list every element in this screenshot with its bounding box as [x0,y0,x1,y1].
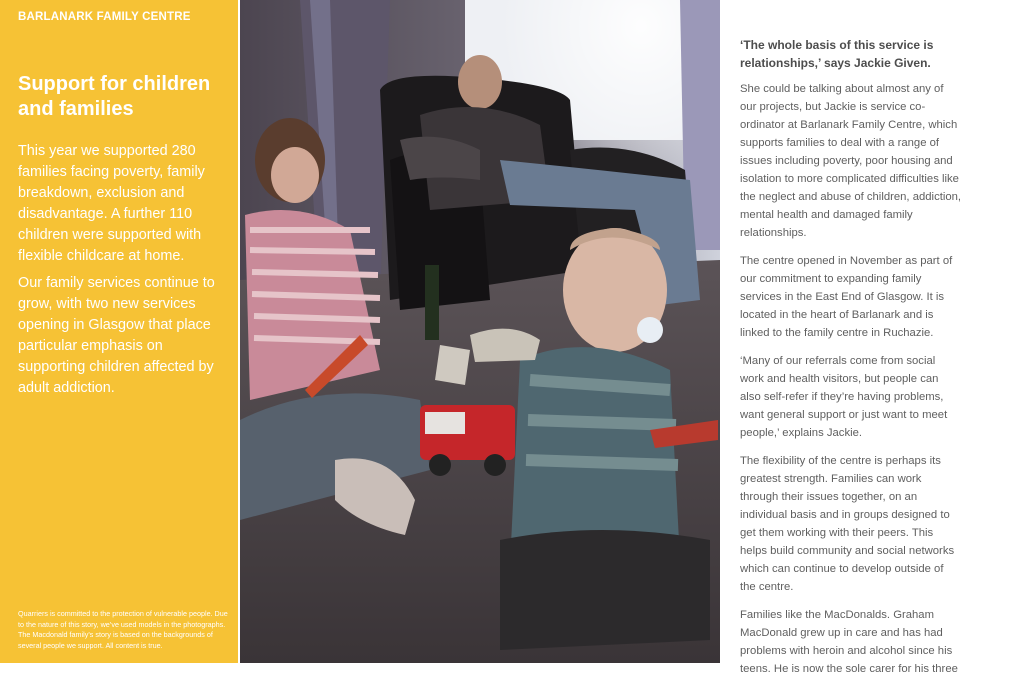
lead-paragraph-2: Our family services continue to grow, with two new services opening in Glasgow that place particular emphasis on supporting children affected by adult addiction. [18,275,215,396]
article-paragraph-3: ‘Many of our referrals come from social work and health visitors, but people can also self-refer if they’re having problems, want general support or just want to meet people,’ explains Jackie. [740,355,948,439]
lead-paragraph-1: This year we supported 280 families facing poverty, family breakdown, exclusion and disadvantage. A further 110 children were supported with flexible childcare at home. [18,143,205,264]
article-paragraph-4: The flexibility of the centre is perhaps its greatest strength. Families can work through their issues together, on an individual basis and in groups designed to get them working with their peers. This helps build community and social networks which can continue to develop outside of the centre. [740,455,955,593]
left-panel [0,0,238,663]
article-paragraph-5: Families like the MacDonalds. Graham MacDonald grew up in care and has had problems with heroin and alcohol since his teens. He is now the sole carer for his three [740,609,958,675]
family-photo [240,0,720,663]
article-paragraph-2: The centre opened in November as part of our commitment to expanding family services in the East End of Glasgow. It is located in the heart of Barlanark and is linked to the family centre in Ruchazie. [740,255,953,339]
disclaimer-note: Quarriers is committed to the protection of vulnerable people. Due to the nature of this story, we’ve used models in the photographs. The Macdonald family’s story is based on the backgrounds of several people we support. All content is true. [18,609,228,650]
section-label: BARLANARK FAMILY CENTRE [18,11,191,23]
pull-quote: ‘The whole basis of this service is relationships,’ says Jackie Given. [740,38,934,70]
article-column [740,36,962,688]
article-paragraph-1: She could be talking about almost any of our projects, but Jackie is service co-ordinator at Barlanark Family Centre, which supports families to deal with a range of issues including poverty, poor housing and isolation to more complicated difficulties like the neglect and abuse of children, addiction, mental health and damaged family relationships. [740,83,962,239]
family-photo-illustration [240,0,720,663]
headline: Support for children and families [18,73,211,120]
